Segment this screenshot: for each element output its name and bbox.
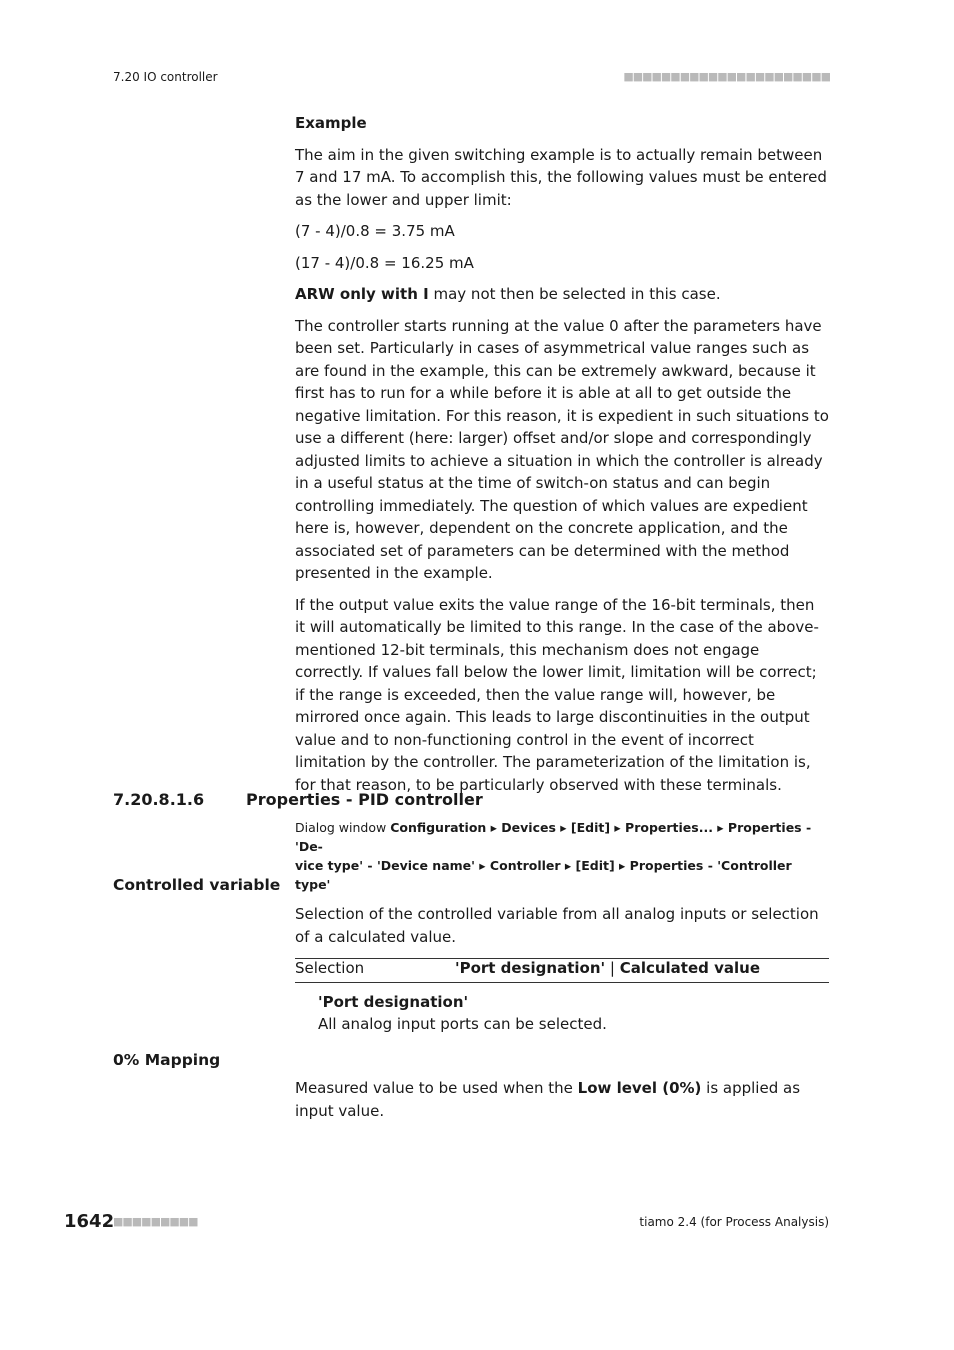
example-block — [295, 112, 829, 796]
formula-upper: (17 - 4)/0.8 = 16.25 mA — [295, 253, 474, 272]
arw-rest: may not then be selected in this case. — [428, 285, 721, 303]
dialog-path-prefix: Dialog window — [295, 820, 391, 835]
arw-term: ARW only with I — [295, 285, 429, 303]
running-header-section: 7.20 IO controller — [113, 70, 218, 84]
mapping-description — [295, 1077, 829, 1122]
dialog-path-line1: Configuration ▸ Devices ▸ [Edit] ▸ Properties... ▸ Properties - 'De- — [295, 820, 812, 854]
example-paragraph: The aim in the given switching example is to actually remain between 7 and 17 mA. To accomplish this, the following values must be entered as the lower and upper limit: — [295, 145, 827, 209]
controller-paragraph: The controller starts running at the value 0 after the parameters have been set. Particularly in cases of asymmetrical value ranges such as are found in the example, this can be extremely awkward, because it first has to run for a while before it is able at all to get outside the negative limitation. For this reason, it is expedient in such situations to use a different (here: larger) offset and/or slope and correspondingly adjusted limits to achieve a situation in which the controller is already in a useful status at the time of switch-on status and can begin controlling immediately. The question of which values are expedient here is, however, dependent on the concrete application, and the associated set of parameters can be determined with the method presented in the example. — [295, 316, 829, 582]
selection-separator: | — [605, 959, 620, 977]
option-port-designation-title: 'Port designation' — [318, 993, 469, 1011]
mapping-desc-term: Low level (0%) — [577, 1079, 702, 1097]
formula-lower: (7 - 4)/0.8 = 3.75 mA — [295, 222, 455, 240]
mapping-heading: 0% Mapping — [113, 1051, 221, 1069]
selection-value-port: 'Port designation' — [455, 959, 606, 977]
selection-table-bottom-rule — [295, 982, 829, 983]
page-number: 1642 — [64, 1211, 115, 1232]
example-heading: Example — [295, 114, 367, 132]
footer-decoration: ■■■■■■■■■ — [113, 1215, 198, 1228]
arw-note — [295, 283, 829, 306]
section-title: Properties - PID controller — [246, 790, 483, 809]
controlled-variable-heading: Controlled variable — [113, 876, 281, 894]
selection-label: Selection — [295, 959, 365, 977]
section-number: 7.20.8.1.6 — [113, 790, 205, 809]
dialog-path — [295, 818, 829, 894]
controlled-variable-description: Selection of the controlled variable from all analog inputs or selection of a calculated value. — [295, 905, 819, 946]
selection-value-calculated: Calculated value — [619, 959, 760, 977]
header-decoration: ■■■■■■■■■■■■■■■■■■■■■■ — [623, 70, 830, 83]
mapping-desc-end: is applied as input value. — [295, 1079, 801, 1120]
output-paragraph: If the output value exits the value range of the 16-bit terminals, then it will automatically be limited to this range. In the case of the above-mentioned 12-bit terminals, this mechanism does not engage correctly. If values fall below the lower limit, limitation will be correct; if the range is exceeded, then the value range will, however, be mirrored once again. This leads to large discontinuities in the output value and to non-functioning control in the event of incorrect limitation by the controller. The parameterization of the limitation is, for that reason, to be particularly observed with these terminals. — [295, 595, 819, 794]
dialog-path-line2: vice type' - 'Device name' ▸ Controller ▸ [Edit] ▸ Properties - 'Controller type' — [295, 858, 792, 892]
option-port-designation-desc: All analog input ports can be selected. — [318, 1015, 607, 1033]
footer-product: tiamo 2.4 (for Process Analysis) — [639, 1215, 829, 1229]
selection-values — [455, 959, 760, 977]
mapping-desc-start: Measured value to be used when the — [295, 1079, 578, 1097]
